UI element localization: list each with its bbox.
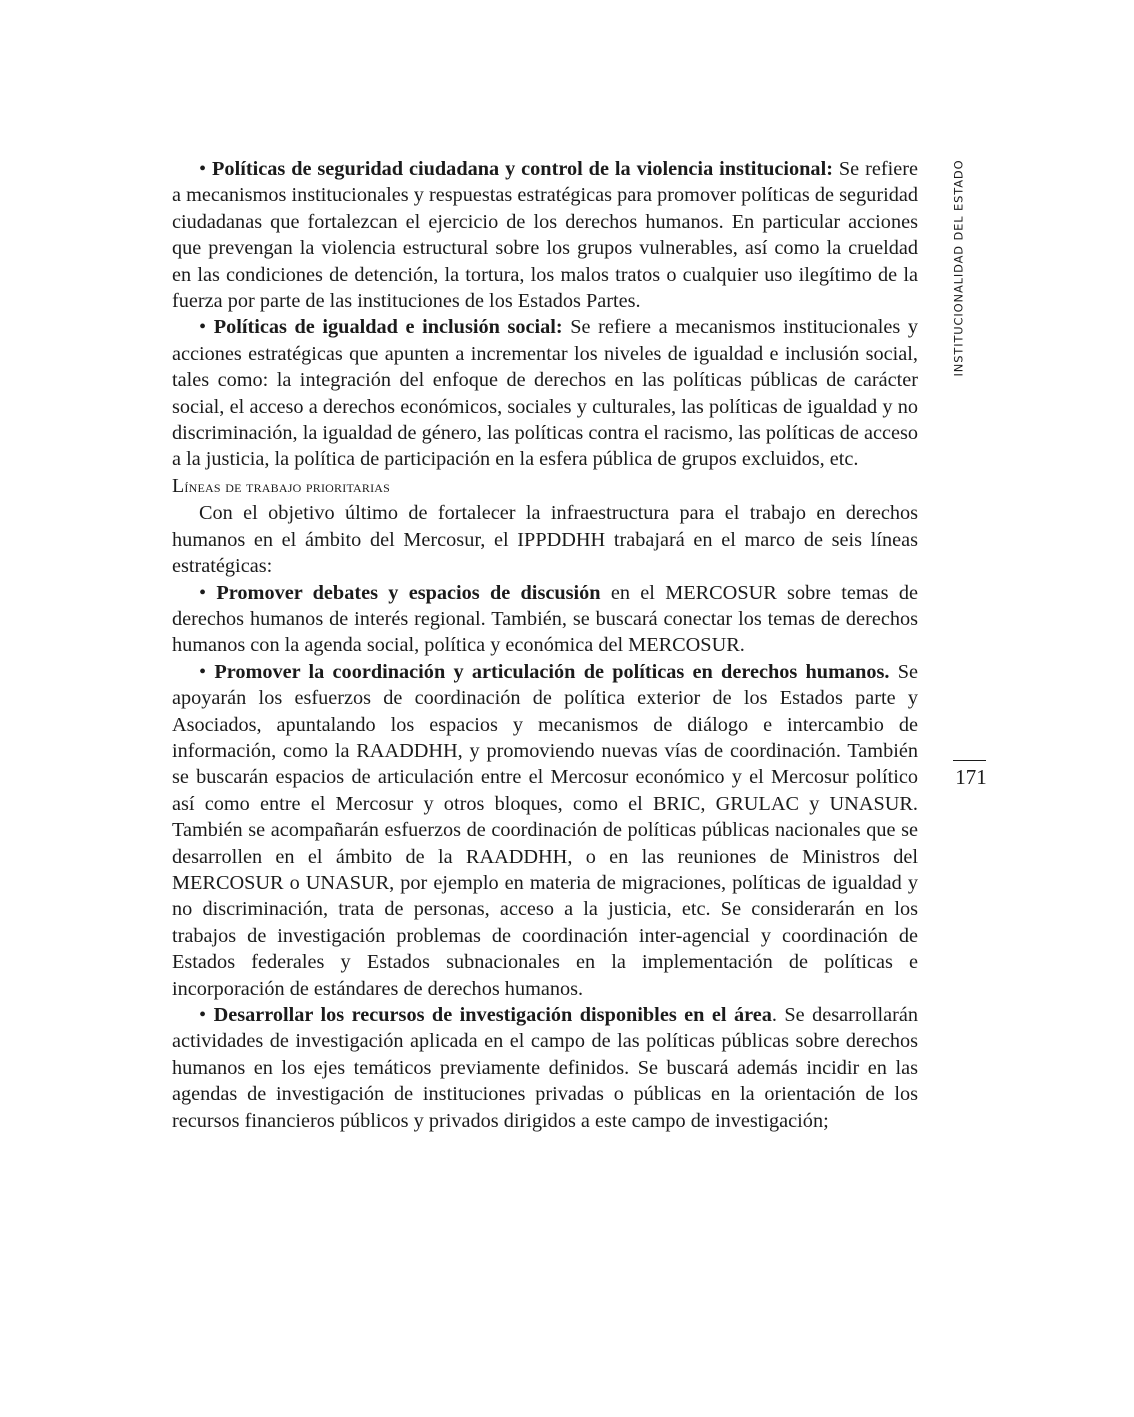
page-number-rule (953, 760, 986, 761)
item-title: Desarrollar los recursos de investigación disponibles en el área (213, 1004, 772, 1026)
bullet: • (199, 660, 207, 683)
body-text (172, 156, 918, 1134)
item-title: Promover debates y espacios de discusión (216, 581, 601, 604)
paragraph-intro: Con el objetivo último de fortalecer la infraestructura para el trabajo en derechos humanos en el ámbito del Mercosur, el IPPDDHH trabajará en el marco de seis líneas estratégicas: (172, 502, 918, 578)
bullet: • (199, 581, 207, 604)
paragraph-coordinacion (172, 659, 918, 1002)
paragraph-investigacion (172, 1002, 918, 1134)
item-text: Se apoyarán los esfuerzos de coordinación de política exterior de los Estados parte y Asociados, apuntalando los espacios y mecanismos de diálogo e intercambio de información, como la RAADDHH, y promoviendo nuevas vías de coordinación. También se buscarán espacios de articulación entre el Mercosur económico y el Mercosur político así como entre el Mercosur y otros bloques, como el BRIC, GRULAC y UNASUR. También se acompañarán esfuerzos de coordinación de políticas públicas nacionales que se desarrollen en el ámbito de la RAADDHH, o en las reuniones de Ministros del MERCOSUR o UNASUR, por ejemplo en materia de migraciones, políticas de igualdad y no discriminación, trata de personas, acceso a la justicia, etc. Se considerarán en los trabajos de investigación problemas de coordinación inter-agencial y coordinación de Estados federales y Estados subnacionales en la implementación de políticas e incorporación de estándares de derechos humanos. (172, 660, 918, 1000)
item-title: Promover la coordinación y articulación de políticas en derechos humanos. (214, 660, 890, 683)
item-title: Políticas de seguridad ciudadana y control de la violencia institucional: (212, 158, 833, 180)
item-text: Se refiere a mecanismos institucionales y respuestas estratégicas para promover políticas de seguridad ciudadanas que fortalezcan el ejercicio de los derechos humanos. En particular acciones que prevengan la violencia estructural sobre los grupos vulnerables, así como la crueldad en las condiciones de detención, la tortura, los malos tratos o cualquier uso ilegítimo de la fuerza por parte de las instituciones de los Estados Partes. (172, 158, 918, 313)
bullet: • (199, 316, 207, 339)
paragraph-debates (172, 580, 918, 659)
page-number: 171 (955, 765, 987, 789)
section-heading-rest: íneas de trabajo prioritarias (184, 476, 391, 496)
item-text: . Se desarrollarán actividades de investigación aplicada en el campo de las políticas públicas sobre derechos humanos en los ejes temáticos previamente definidos. Se buscará además incidir en las agendas de investigación de instituciones privadas o públicas en la orientación de los recursos financieros públicos y privados dirigidos a este campo de investigación; (172, 1004, 918, 1132)
item-title: Políticas de igualdad e inclusión social: (213, 316, 563, 339)
section-heading-initial: L (172, 474, 185, 497)
item-text: en el MERCOSUR sobre temas de derechos humanos de interés regional. También, se buscará conectar los temas de derechos humanos con la agenda social, política y económica del MERCOSUR. (172, 581, 918, 657)
item-text: Se refiere a mecanismos institucionales y acciones estratégicas que apunten a incrementar los niveles de igualdad e inclusión social, tales como: la integración del enfoque de derechos en las políticas públicas de carácter social, el acceso a derechos económicos, sociales y culturales, las políticas de igualdad y no discriminación, la igualdad de género, las políticas contra el racismo, las políticas de acceso a la justicia, la política de participación en la esfera pública de grupos excluidos, etc. (172, 316, 918, 471)
running-head-text: INSTITUCIONALIDAD DEL ESTADO (951, 159, 966, 376)
paragraph-igualdad (172, 314, 918, 472)
paragraph-seguridad (172, 156, 918, 314)
bullet: • (199, 158, 207, 180)
running-head (947, 160, 969, 375)
section-heading (172, 473, 918, 500)
bullet: • (199, 1004, 207, 1026)
